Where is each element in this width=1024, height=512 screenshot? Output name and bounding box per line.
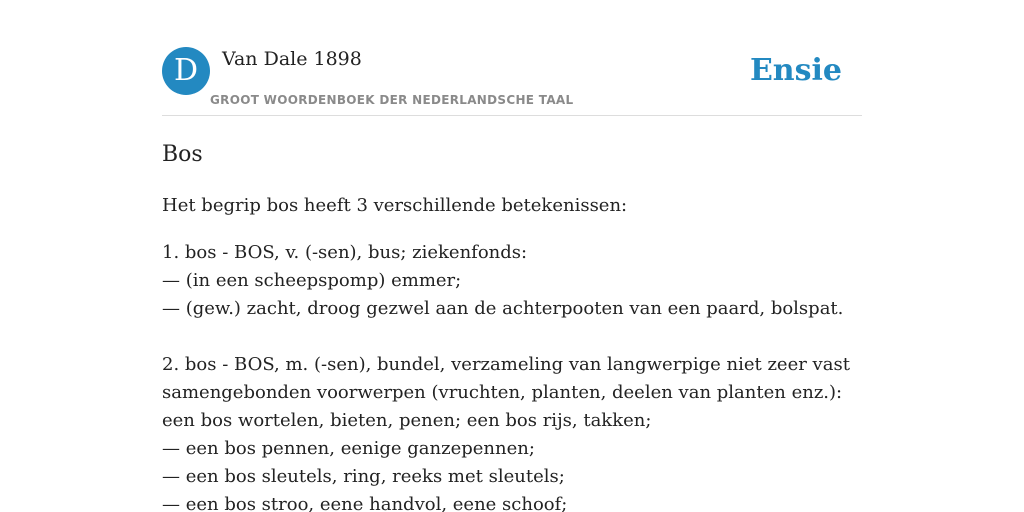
entry-content bbox=[162, 192, 862, 512]
meaning-line: 1. bos - BOS, v. (-sen), bus; ziekenfonds: bbox=[162, 242, 528, 263]
source-logo[interactable]: D bbox=[162, 47, 210, 95]
meaning-1 bbox=[162, 239, 862, 323]
meaning-line: — (gew.) zacht, droog gezwel aan de achterpooten van een paard, bolspat. bbox=[162, 298, 844, 319]
source-subtitle: GROOT WOORDENBOEK DER NEDERLANDSCHE TAAL bbox=[210, 93, 574, 107]
meaning-line: — (in een scheepspomp) emmer; bbox=[162, 270, 462, 291]
meaning-line: — een bos pennen, eenige ganzepennen; bbox=[162, 438, 535, 459]
meaning-line: — een bos sleutels, ring, reeks met sleutels; bbox=[162, 466, 565, 487]
meaning-line: 2. bos - BOS, m. (-sen), bundel, verzameling van langwerpige niet zeer vast samengebonden voorwerpen (vruchten, planten, deelen van planten enz.): een bos wortelen, bieten, penen; een bos rijs, takken; bbox=[162, 354, 850, 431]
meaning-line: — een bos stroo, eene handvol, eene schoof; bbox=[162, 494, 568, 512]
header bbox=[162, 47, 862, 116]
word-title: Bos bbox=[162, 142, 203, 167]
source-title[interactable]: Van Dale 1898 bbox=[222, 48, 362, 70]
brand-logo[interactable]: Ensie bbox=[749, 53, 842, 88]
entry-intro: Het begrip bos heeft 3 verschillende betekenissen: bbox=[162, 195, 628, 216]
meaning-2 bbox=[162, 351, 862, 512]
